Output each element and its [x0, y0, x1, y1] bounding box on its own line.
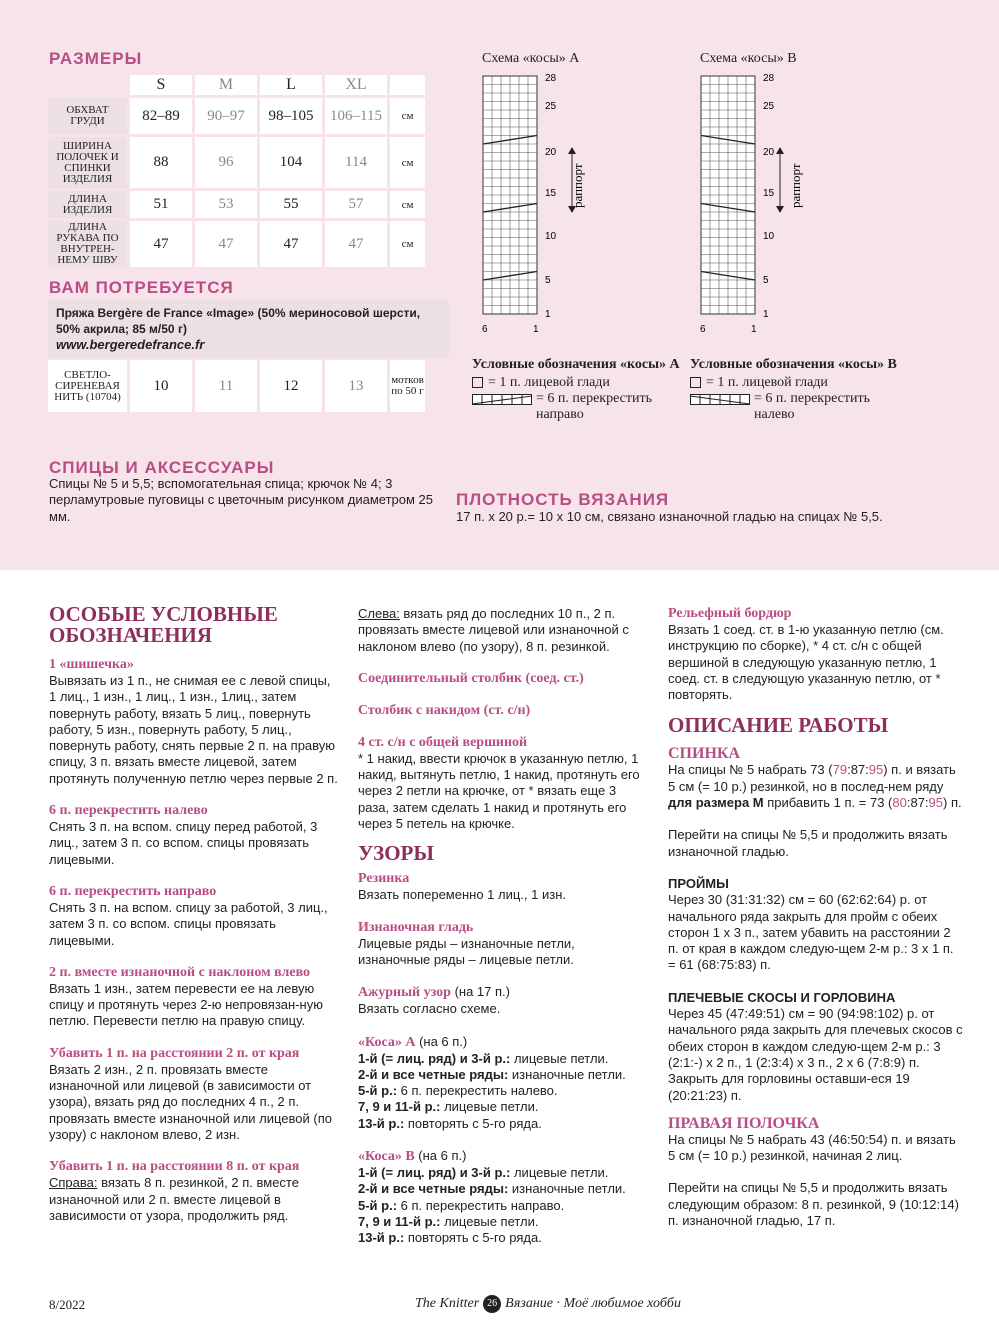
row-text: 6 п. перекрестить направо.: [397, 1197, 565, 1213]
row-label: 25: [763, 101, 775, 112]
armhole-title: ПРОЙМЫ: [668, 875, 729, 891]
row-label: 10: [545, 231, 557, 242]
item-title: Убавить 1 п. на расстоянии 8 п. от края: [49, 1159, 300, 1175]
legend-a-title: Условные обозначения «косы» А: [472, 357, 680, 372]
unit: см: [390, 98, 425, 134]
row-label: 1: [545, 309, 551, 320]
legend-a-1: = 1 п. лицевой глади: [488, 375, 610, 390]
square-icon: [690, 377, 701, 388]
legend-a: [472, 357, 682, 423]
row-label: 20: [545, 147, 557, 158]
work-heading: ОПИСАНИЕ РАБОТЫ: [668, 713, 889, 738]
cable-b-row: [358, 1198, 650, 1214]
column-3: [668, 606, 963, 1229]
item-title: Изнаночная гладь: [358, 919, 474, 935]
yarn-quantity: 12: [260, 360, 322, 412]
needs-title: ВАМ ПОТРЕБУЕТСЯ: [49, 278, 234, 297]
size-value: 79: [832, 762, 848, 778]
yarn-table: [45, 357, 428, 415]
size-value: 95: [868, 762, 884, 778]
row-label: ШИРИНА ПОЛОЧЕК И СПИНКИ ИЗДЕЛИЯ: [48, 137, 127, 188]
item-text: Вязать попеременно 1 лиц., 1 изн.: [358, 887, 566, 903]
row-key: 7, 9 и 11-й р.:: [358, 1213, 441, 1229]
cable-b-row: [358, 1181, 650, 1197]
armhole-text: Через 30 (31:31:32) см = 60 (62:62:64) р. от начального ряда закрыть для пройм с обеих сторон 1 х 3 п., затем убавить на расстоянии 2 п. от края в каждом следую-щем 2-м р.: 3 х 1 п. = 61 (68:75:83) п.: [668, 892, 954, 973]
empty-cell: [48, 75, 127, 95]
size-value: 104: [260, 137, 322, 188]
size-value: 82–89: [130, 98, 192, 134]
chart-a: [470, 68, 610, 338]
item-title: Ажурный узор: [358, 985, 451, 1001]
repeat-label: раппорт: [788, 163, 803, 208]
right-front-title: ПРАВАЯ ПОЛОЧКА: [668, 1114, 820, 1132]
col-label: 6: [482, 324, 488, 335]
size-value: 88: [130, 137, 192, 188]
legend-a-2: = 6 п. перекрестить направо: [536, 391, 652, 422]
column-2: [358, 606, 650, 1247]
row-text: лицевые петли.: [510, 1165, 609, 1181]
tools-title: СПИЦЫ И АКСЕССУАРЫ: [49, 458, 275, 477]
row-text: лицевые петли.: [440, 1213, 539, 1229]
row-text: 6 п. перекрестить налево.: [397, 1083, 558, 1099]
col-label: 1: [751, 324, 757, 335]
sizes-title: РАЗМЕРЫ: [49, 49, 143, 68]
item-body: вязать 8 п. резинкой, 2 п. вместе изнаночной или 2 п. вместе лицевой в зависимости от узора, продолжить ряд.: [49, 1175, 299, 1223]
row-label: 15: [763, 188, 775, 199]
sizes-table: [45, 72, 428, 270]
row-key: 2-й и все четные ряды:: [358, 1066, 509, 1082]
footer-brand: [415, 1295, 681, 1313]
size-value: 47: [260, 221, 322, 267]
text: ) п.: [943, 795, 962, 811]
size-value: 96: [195, 137, 257, 188]
item-title: 6 п. перекрестить направо: [49, 883, 217, 899]
row-key: 5-й р.:: [358, 1197, 398, 1213]
row-text: лицевые петли.: [440, 1099, 539, 1115]
row-key: 1-й (= лиц. ряд) и 3-й р.:: [358, 1050, 511, 1066]
back-text: [668, 762, 963, 811]
yarn-description: Пряжа Bergère de France «Image» (50% мериносовой шерсти, 50% акрила; 85 м/50 г): [56, 306, 421, 336]
bold-text: для размера М: [668, 795, 764, 811]
row-label: 28: [545, 73, 557, 84]
chart-a-grid: [483, 76, 537, 314]
tagline: Вязание · Моё любимое хобби: [505, 1296, 681, 1311]
back-title: СПИНКА: [668, 745, 741, 763]
cable-a-row: [358, 1051, 650, 1067]
magazine-name: The Knitter: [415, 1296, 480, 1311]
row-label: 28: [763, 73, 775, 84]
yarn-color-label: СВЕТЛО-СИРЕНЕВАЯ НИТЬ (10704): [48, 360, 127, 412]
cable-right-icon: [472, 394, 532, 406]
size-value: 98–105: [260, 98, 322, 134]
yarn-unit: мотков по 50 г: [390, 360, 425, 412]
right-front-text: На спицы № 5 набрать 43 (46:50:54) п. и вязать 5 см (= 10 р.) резинкой, начиная 2 лиц.: [668, 1131, 956, 1164]
issue-date: 8/2022: [49, 1297, 86, 1312]
item-text: Вязать согласно схеме.: [358, 1001, 501, 1017]
row-label: 1: [763, 309, 769, 320]
chart-a-title: Схема «косы» А: [482, 51, 580, 66]
size-header: S: [130, 75, 192, 95]
item-title: Столбик с накидом (ст. с/н): [358, 702, 531, 718]
item-title: Убавить 1 п. на расстоянии 2 п. от края: [49, 1045, 300, 1061]
yarn-url: www.bergeredefrance.fr: [56, 337, 205, 352]
unit: см: [390, 137, 425, 188]
cable-b-row: [358, 1230, 650, 1246]
row-text: лицевые петли.: [510, 1050, 609, 1066]
text: ) п. и вязать 5 см (= 10 р.) резинкой, но в послед-нем ряду: [668, 762, 956, 794]
size-value: 90–97: [195, 98, 257, 134]
size-value: 55: [260, 191, 322, 218]
item-text: Вязать 1 изн., затем перевести ее на левую спицу и протянуть через 2-ю непровязан-ную петлю. Перевести петлю на правую спицу.: [49, 980, 323, 1029]
left-text: [358, 606, 650, 655]
cable-b-title-row: [358, 1148, 650, 1165]
row-label: 15: [545, 188, 557, 199]
arrow-up-icon: [568, 147, 576, 154]
size-value: 114: [325, 137, 387, 188]
column-1: [49, 604, 341, 1224]
unit: см: [390, 221, 425, 267]
yarn-quantity: 13: [325, 360, 387, 412]
size-value: 47: [325, 221, 387, 267]
item-text: Вязать 1 соед. ст. в 1-ю указанную петлю (см. инструкцию по сборке), * 4 ст. с/н с общей вершиной в следующую указанную петлю, 1 соед. ст. в следующую указанную петлю, от * повторять.: [668, 622, 944, 703]
col-label: 6: [700, 324, 706, 335]
left-body: вязать ряд до последних 10 п., 2 п. провязать вместе лицевой или изнаночной с наклоном влево (по узору), 8 п. резинкой.: [358, 606, 629, 654]
gauge-title: ПЛОТНОСТЬ ВЯЗАНИЯ: [456, 490, 670, 509]
row-label: 25: [545, 101, 557, 112]
unit-header: [390, 75, 425, 95]
tools-text: Спицы № 5 и 5,5; вспомогательная спица; крючок № 4; 3 перламутровые пуговицы с цветочным рисунком диаметром 25 мм.: [49, 476, 433, 524]
item-text: Вывязать из 1 п., не снимая ее с левой спицы, 1 лиц., 1 изн., 1 лиц., 1 изн., 1лиц., затем повернуть работу, вязать 5 лиц., повернуть работу, 5 изн., повернуть работу, 5 лиц., повернуть работу, снять первые 2 п. на правую спицу, 3 п. вязать вместе лицевой, затем протянуть полученную петлю через первые 2 п.: [49, 673, 338, 786]
row-label: 5: [545, 275, 551, 286]
row-key: 5-й р.:: [358, 1083, 398, 1099]
chart-b-title: Схема «косы» В: [700, 51, 797, 66]
chart-b: [688, 68, 828, 338]
cable-a-row: [358, 1099, 650, 1115]
chart-b-grid: [701, 76, 755, 314]
cable-a-row: [358, 1116, 650, 1132]
row-key: 13-й р.:: [358, 1115, 405, 1131]
item-text: Лицевые ряды – изнаночные петли, изнаночные ряды – лицевые петли.: [358, 935, 575, 967]
item-text: * 1 накид, ввести крючок в указанную петлю, 1 накид, вытянуть петлю, 1 накид, протянуть его через 2 петли на крючке, от * вязать еще 3 раза, затем сделать 1 накид и протянуть его через 5 петель на крючке.: [358, 750, 640, 832]
page-number: 26: [483, 1295, 501, 1313]
item-title: 1 «шишечка»: [49, 657, 134, 672]
item-text: [49, 1175, 341, 1224]
item-title: «Коса» В: [358, 1149, 415, 1165]
square-icon: [472, 377, 483, 388]
item-note: (на 17 п.): [450, 984, 510, 1000]
item-text: Снять 3 п. на вспом. спицу перед работой, 3 лиц., затем 3 п. со вспом. спицы провязать лицевыми.: [49, 819, 318, 867]
legend-b-2: = 6 п. перекрестить налево: [754, 391, 870, 422]
lace-title-row: [358, 984, 650, 1001]
item-note: (на 6 п.): [414, 1148, 467, 1164]
row-text: повторять с 5-го ряда.: [404, 1115, 542, 1131]
size-value: 47: [130, 221, 192, 267]
col-label: 1: [533, 324, 539, 335]
item-title: 2 п. вместе изнаночной с наклоном влево: [49, 964, 311, 980]
item-title: Резинка: [358, 871, 410, 887]
right-front-text-2: Перейти на спицы № 5,5 и продолжить вязать следующим образом: 8 п. резинкой, 9 (10:12:14) п. изнаночной гладью, 17 п.: [668, 1180, 959, 1229]
item-title: «Коса» А: [358, 1034, 416, 1050]
size-value: 95: [928, 795, 944, 811]
row-label: ДЛИНА РУКАВА ПО ВНУТРЕН-НЕМУ ШВУ: [48, 221, 127, 267]
size-value: 106–115: [325, 98, 387, 134]
size-value: 51: [130, 191, 192, 218]
arrow-up-icon: [776, 147, 784, 154]
row-label: ОБХВАТ ГРУДИ: [48, 98, 127, 134]
cable-b-row: [358, 1214, 650, 1230]
row-key: 2-й и все четные ряды:: [358, 1181, 509, 1197]
arrow-down-icon: [776, 206, 784, 213]
yarn-box: [48, 300, 449, 358]
shoulder-title: ПЛЕЧЕВЫЕ СКОСЫ И ГОРЛОВИНА: [668, 989, 896, 1005]
yarn-quantity: 10: [130, 360, 192, 412]
size-header: XL: [325, 75, 387, 95]
size-value: 80: [892, 795, 907, 811]
yarn-quantity: 11: [195, 360, 257, 412]
legend-b-title: Условные обозначения «косы» В: [690, 357, 897, 372]
special-symbols-heading: ОСОБЫЕ УСЛОВНЫЕ ОБОЗНАЧЕНИЯ: [49, 602, 278, 647]
item-text: Вязать 2 изн., 2 п. провязать вместе изнаночной или лицевой (в зависимости от узора), вязать ряд до последних 4 п., 2 п. провязать вместе изнаночной или лицевой (по узору) с наклоном влево, 2 изн.: [49, 1061, 332, 1142]
gauge-text: 17 п. х 20 р.= 10 х 10 см, связано изнаночной гладью на спицах № 5,5.: [456, 509, 883, 524]
text: На спицы № 5 набрать 73 (: [668, 762, 833, 778]
repeat-label: раппорт: [570, 163, 585, 208]
back-text-2: Перейти на спицы № 5,5 и продолжить вязать изнаночной гладью.: [668, 827, 948, 859]
unit: см: [390, 191, 425, 218]
legend-b: [690, 357, 905, 423]
row-text: изнаночные петли.: [508, 1066, 626, 1082]
item-title: Соединительный столбик (соед. ст.): [358, 670, 584, 686]
row-label: ДЛИНА ИЗДЕЛИЯ: [48, 191, 127, 218]
text: прибавить 1 п. = 73 (: [763, 795, 893, 811]
size-header: M: [195, 75, 257, 95]
size-value: 47: [195, 221, 257, 267]
item-note: (на 6 п.): [415, 1033, 468, 1049]
size-value: 53: [195, 191, 257, 218]
item-title: Рельефный бордюр: [668, 606, 792, 621]
cable-a-row: [358, 1067, 650, 1083]
shoulder-text: Через 45 (47:49:51) см = 90 (94:98:102) р. от начального ряда закрыть для плечевых скосов с обеих сторон в каждом следую-щем 2-м р.: 3 (2:1:-) х 2 п., 1 (2:3:4) х 3 п., 2 х 6 (7:8:9) п. Закрыть для горловины оставши-еся 19 (20:21:23) п.: [668, 1006, 963, 1103]
cable-b-row: [358, 1165, 650, 1181]
text: :87:: [847, 762, 869, 778]
row-text: повторять с 5-го ряда.: [404, 1230, 542, 1246]
item-title: 4 ст. с/н с общей вершиной: [358, 734, 528, 750]
cable-a-title-row: [358, 1034, 650, 1051]
legend-b-1: = 1 п. лицевой глади: [706, 375, 828, 390]
cable-a-row: [358, 1083, 650, 1099]
row-key: 7, 9 и 11-й р.:: [358, 1099, 441, 1115]
item-title: 6 п. перекрестить налево: [49, 803, 208, 819]
item-text: Снять 3 п. на вспом. спицу за работой, 3 лиц., затем 3 п. со вспом. спицы провязать лицевыми.: [49, 899, 328, 948]
size-header: L: [260, 75, 322, 95]
row-label: 5: [763, 275, 769, 286]
item-prefix: Справа:: [49, 1175, 98, 1191]
row-text: изнаночные петли.: [508, 1181, 626, 1197]
patterns-heading: УЗОРЫ: [358, 841, 435, 866]
left-prefix: Слева:: [358, 606, 400, 621]
cable-left-icon: [690, 394, 750, 406]
text: :87:: [906, 795, 929, 811]
size-value: 57: [325, 191, 387, 218]
row-key: 1-й (= лиц. ряд) и 3-й р.:: [358, 1165, 511, 1181]
row-label: 10: [763, 231, 775, 242]
row-label: 20: [763, 147, 775, 158]
row-key: 13-й р.:: [358, 1230, 405, 1246]
